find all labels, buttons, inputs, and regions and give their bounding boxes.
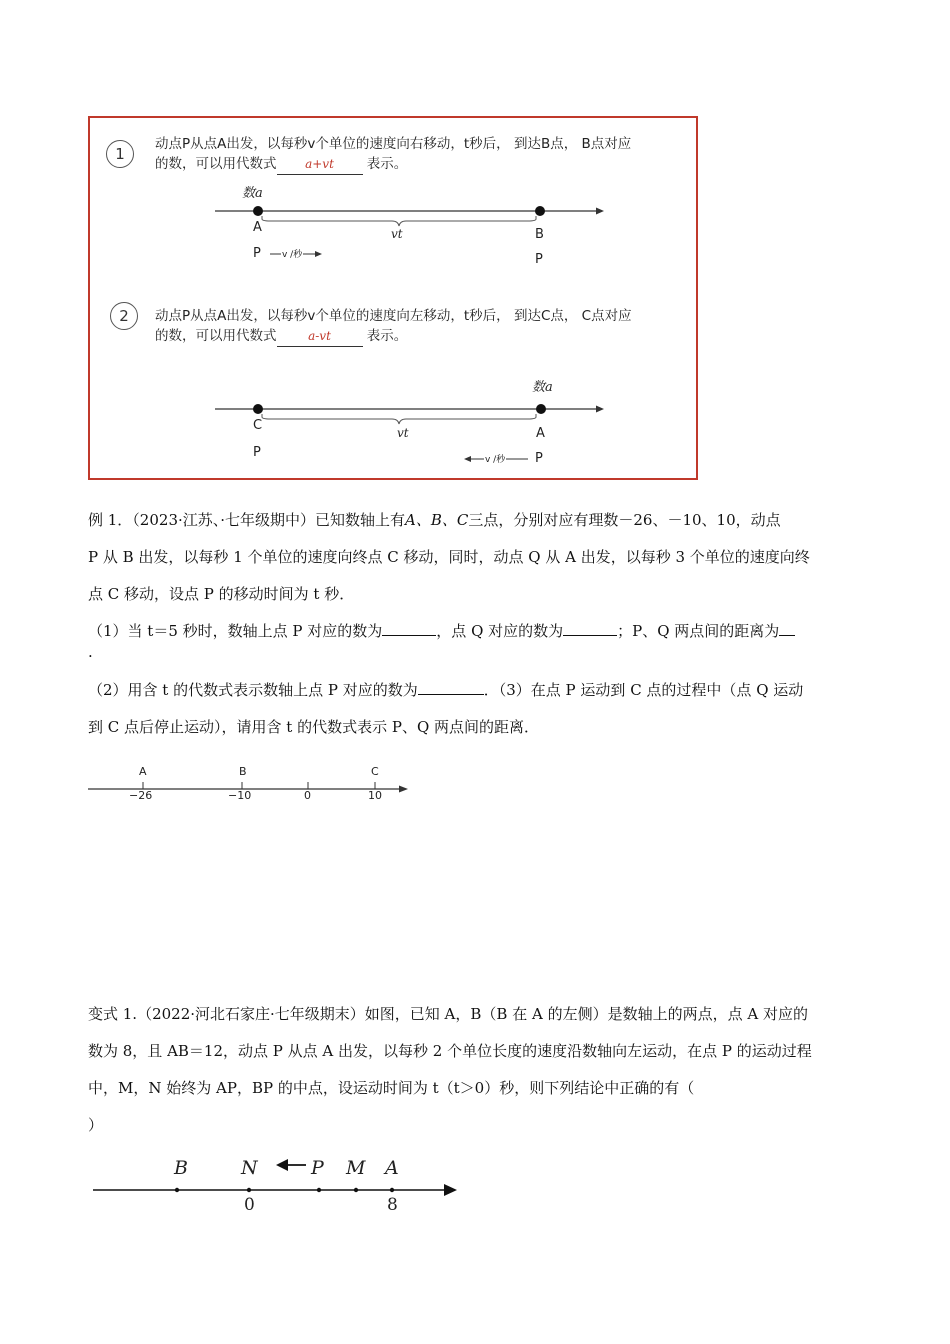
axis1-tick-neg10: −10 — [228, 789, 252, 802]
case-1-label-num-a: 数a — [242, 186, 263, 201]
case-2-line2: 的数，可以用代数式 a-vt 表示。 — [155, 326, 632, 347]
case-2-label-p-right: P — [535, 451, 543, 466]
axis2-label-a: A — [385, 1157, 399, 1179]
example-1-question-2: （2）用含 t 的代数式表示数轴上点 P 对应的数为 ．（3）在点 P 运动到 C 点的过程中（点 Q 运动 — [88, 681, 804, 699]
axis2-tick-8: 8 — [387, 1195, 398, 1215]
example-1-question-3: 到 C 点后停止运动），请用含 t 的代数式表示 P、Q 两点间的距离． — [88, 718, 540, 736]
axis2-label-n: N — [241, 1157, 258, 1179]
example-1-line2: P 从 B 出发，以每秒 1 个单位的速度向终点 C 移动，同时，动点 Q 从 A 出发，以每秒 3 个单位的速度向终 — [88, 548, 810, 566]
case-1-label-p-left: P — [253, 246, 261, 261]
example-1-question-1: （1）当 t＝5 秒时，数轴上点 P 对应的数为 ，点 Q 对应的数为 ；P、Q 两点间的距离为 — [88, 613, 868, 650]
case-1-line2: 的数，可以用代数式 a+vt 表示。 — [155, 154, 631, 175]
example-1-line1: 例 1．（2023·江苏、·七年级期中）已知数轴上有A、B、C三点，分别对应有理数－26、－10、10，动点 — [88, 511, 781, 529]
case-2-label-p-left: P — [253, 445, 261, 460]
case-1-answer: a+vt — [277, 154, 363, 175]
axis2-label-m: M — [346, 1157, 366, 1179]
case-1-label-b: B — [535, 227, 544, 242]
axis1-tick-0: 0 — [304, 789, 311, 802]
case-2-answer: a-vt — [277, 326, 363, 347]
axis2-tick-0: 0 — [244, 1195, 255, 1215]
case-1-speed-label: v /秒 — [281, 247, 303, 260]
case-2-speed-label: v /秒 — [484, 452, 506, 465]
axis1-label-c: C — [371, 765, 379, 778]
case-2-label-vt: vt — [397, 426, 409, 440]
variant-1-line3: 中，M，N 始终为 AP，BP 的中点，设运动时间为 t（t＞0）秒，则下列结论中正确的有（ — [88, 1079, 695, 1097]
axis1-label-b: B — [239, 765, 247, 778]
variant-1-line4: ） — [88, 1116, 104, 1134]
case-1-number: 1 — [106, 140, 134, 168]
example-1-line3: 点 C 移动，设点 P 的移动时间为 t 秒． — [88, 585, 355, 603]
axis1-tick-10: 10 — [368, 789, 382, 802]
case-1-label-p-right: P — [535, 252, 543, 267]
variant-1-line1: 变式 1.（2022·河北石家庄·七年级期末）如图，已知 A，B（B 在 A 的左侧）是数轴上的两点，点 A 对应的 — [88, 1005, 808, 1023]
axis2-label-p: P — [311, 1157, 324, 1179]
variant-1-line2: 数为 8，且 AB＝12，动点 P 从点 A 出发，以每秒 2 个单位长度的速度沿数轴向左运动，在点 P 的运动过程 — [88, 1042, 812, 1060]
axis1-label-a: A — [139, 765, 147, 778]
case-2-label-c: C — [253, 418, 263, 433]
case-1-label-vt: vt — [391, 227, 403, 241]
case-1-line1: 动点P从点A出发，以每秒v个单位的速度向右移动，t秒后， 到达B点， B点对应 — [155, 136, 632, 152]
case-1-label-a: A — [253, 220, 262, 235]
axis1-tick-neg26: −26 — [129, 789, 153, 802]
example-1-question-1-end: . — [88, 643, 93, 661]
case-2-label-num-a: 数a — [532, 380, 553, 395]
case-2-number: 2 — [110, 302, 138, 330]
case-2-label-a: A — [536, 426, 545, 441]
case-2-line1: 动点P从点A出发，以每秒v个单位的速度向左移动，t秒后， 到达C点， C点对应 — [155, 308, 632, 324]
axis2-label-b: B — [174, 1157, 188, 1179]
